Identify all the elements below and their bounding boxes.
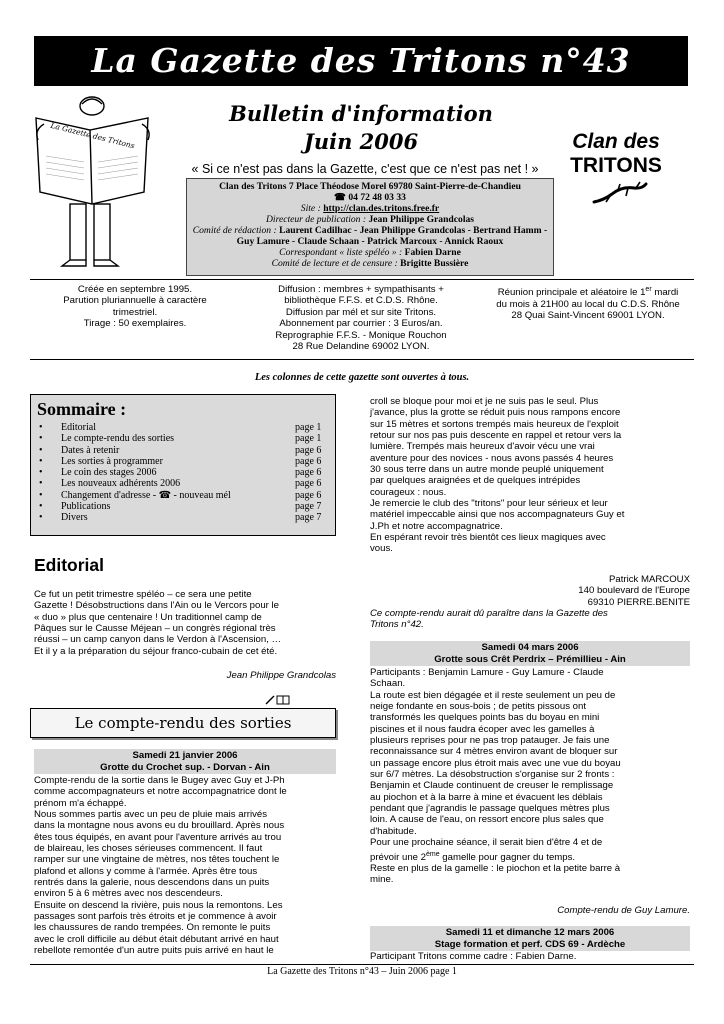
correspondent-name: Fabien Darne	[404, 247, 461, 258]
bullet-icon: •	[39, 467, 43, 479]
open-columns-note: Les colonnes de cette gazette sont ouvertes à tous.	[254, 372, 470, 383]
event1-line: passages sont parfois très étroits et je commence à avoir	[34, 911, 277, 923]
toc-label: Changement d'adresse - ☎ - nouveau mél	[61, 489, 231, 501]
toc-label: Divers	[61, 512, 88, 524]
event2-line: mine.	[370, 874, 394, 886]
toc-label: Dates à retenir	[61, 444, 120, 456]
mid-divider	[30, 359, 694, 360]
correspondent-label: Correspondant « liste spéléo » :	[279, 247, 405, 258]
event2-line: reconnaissance sur 4 mètres environ avant de bloquer sur	[370, 746, 618, 758]
info-right-line: du mois à 21H00 au local du C.D.S. Rhône	[496, 298, 680, 310]
event2-line: Schaan.	[370, 678, 406, 690]
pen-and-book-icon	[264, 694, 292, 706]
toc-row[interactable]	[37, 501, 329, 512]
continued-line: J.Ph et notre accompagnatrice.	[370, 520, 503, 532]
meeting-sup: er	[645, 286, 652, 293]
event1-line: rebellote remontée d'un autre puits puis arrivé en haut le	[34, 945, 274, 957]
event2-line: plusieurs reprises pour ne pas trop patauger. Je fais une	[370, 735, 610, 747]
toc-label: Le compte-rendu des sorties	[61, 433, 175, 445]
toc-row[interactable]	[37, 467, 329, 478]
editorial-line: Pâques sur le Causse Méjean – un congrès régional très	[34, 623, 276, 635]
toc-row[interactable]	[37, 512, 329, 523]
toc-row[interactable]	[37, 490, 329, 501]
event2-line: La route est bien dégagée et il reste seulement un peu de	[370, 689, 616, 701]
bulletin-line2: Juin 2006	[303, 129, 419, 154]
toc-row[interactable]	[37, 433, 329, 444]
note-line: Ce compte-rendu aurait dû paraître dans la Gazette des	[370, 608, 608, 619]
bullet-icon: •	[39, 501, 43, 513]
event2-line: Benjamin et Claude continuent de creuser le remplissage	[370, 780, 614, 792]
toc-row[interactable]	[37, 445, 329, 456]
editorial-signature: Jean Philippe Grandcolas	[226, 670, 336, 681]
toc-label: Publications	[61, 501, 111, 513]
section-title-outings: Le compte-rendu des sorties	[30, 708, 336, 738]
event2-line: transformés les quelques points bas du boyau en mini	[370, 712, 600, 724]
event1-line: avec le croll difficile au début était débutant arrivé en haut	[34, 933, 279, 945]
clan-logo-line2: TRITONS	[570, 154, 662, 177]
editorial-text	[34, 589, 336, 657]
newspaper-reader-illustration	[30, 96, 154, 272]
event1-line: Nous sommes partis avec un peu de pluie mais arrivés	[34, 809, 268, 821]
site-label: Site :	[300, 203, 324, 214]
info-right-line: 28 Quai Saint-Vincent 69001 LYON.	[511, 310, 665, 321]
event-date: Samedi 21 janvier 2006	[132, 750, 238, 761]
editorial-line: « duo » plus que centenaire ! Un traditionnel camp de	[34, 611, 262, 623]
meeting-text: Réunion principale et aléatoire le 1	[497, 287, 646, 299]
clan-des-tritons-logo	[566, 126, 666, 222]
event2-line: prévoir une 2	[370, 851, 426, 863]
info-column-right	[482, 284, 694, 321]
info-column-middle	[248, 284, 474, 352]
toc-page: page 6	[295, 478, 322, 490]
motto-quote: « Si ce n'est pas dans la Gazette, c'est que ce n'est pas net ! »	[191, 162, 539, 176]
reader-logo-text: La Gazette des Tritons	[49, 120, 136, 151]
continued-line: sur 15 mètres et sortons trempés mais heureux de l'exploit	[370, 418, 619, 430]
continued-line: croll se bloque pour moi et je ne suis pas le seul. Plus	[370, 396, 599, 407]
continued-line: retour sur nos pas puis descente en rappel et retour vers la	[370, 430, 622, 442]
signature-line: 69310 PIERRE.BENITE	[587, 596, 690, 608]
editorial-line: Ce fut un petit trimestre spéléo – ce sera une petite	[34, 589, 252, 600]
info-column-left	[30, 284, 240, 330]
event2-line: au piochon et à la barre à mine et évacuent les déblais	[370, 791, 603, 803]
continued-line: En espérant revoir très bientôt ces lieux magiques avec	[370, 532, 606, 544]
event1-line: plafond et allons y comme à l'armée. Après être tous	[34, 865, 258, 877]
event2-line: Participants : Benjamin Lamure - Guy Lamure - Claude	[370, 667, 604, 678]
info-middle-line: Reprographie F.F.S. - Monique Rouchon	[275, 329, 447, 341]
toc-label: Les nouveaux adhérents 2006	[61, 478, 181, 490]
event2-line: piscines et il nous faudra écoper avec les gamelles à	[370, 723, 595, 735]
event1-line: rentrés dans la galerie, nous descendons dans un puits	[34, 877, 270, 889]
clan-logo-line1: Clan des	[572, 130, 660, 153]
toc-label: Les sorties à programmer	[61, 455, 163, 467]
bullet-icon: •	[39, 512, 43, 524]
top-divider	[30, 279, 694, 280]
table-of-contents	[30, 394, 336, 536]
event-place: Stage formation et perf. CDS 69 - Ardèche	[434, 938, 626, 950]
bullet-icon: •	[39, 489, 43, 501]
toc-page: page 6	[295, 467, 322, 479]
event-place: Grotte sous Crêt Perdrix – Prémillieu - Ain	[434, 653, 626, 665]
event1-line: comme accompagnateurs et notre accompagnatrice dont le	[34, 786, 287, 798]
event-header-1	[34, 749, 336, 774]
continued-line: 30 sous terre dans un autre monde peuplé uniquement	[370, 464, 604, 476]
info-left-line: Créée en septembre 1995.	[77, 284, 193, 295]
bullet-icon: •	[39, 478, 43, 490]
event2-signature: Compte-rendu de Guy Lamure.	[557, 905, 690, 916]
editorial-title: Editorial	[34, 555, 105, 575]
club-phone: ☎ 04 72 48 03 33	[334, 192, 406, 203]
toc-page: page 7	[295, 512, 322, 524]
editorial-line: Gazette ! Désobstructions dans l'Ain ou le Vercors pour le	[34, 600, 280, 612]
event1-text	[34, 775, 336, 957]
bullet-icon: •	[39, 455, 43, 467]
event-header-3	[370, 926, 690, 951]
event1-line: êtes tous équipés, en avant pour l'aventure arrivés au trou	[34, 831, 282, 843]
continued-line: par quelques araignées et de quelques intrépides	[370, 475, 581, 487]
event2-line: neige fondante en sous-bois ; de petits pissous ont	[370, 701, 587, 713]
signature-line: 140 boulevard de l'Europe	[578, 585, 690, 597]
toc-label: Editorial	[61, 422, 96, 433]
info-middle-line: Abonnement par courrier : 3 Euros/an.	[279, 318, 443, 330]
editor-note	[370, 608, 690, 631]
toc-row[interactable]	[37, 456, 329, 467]
event1-line: Compte-rendu de la sortie dans le Bugey avec Guy et J-Ph	[34, 775, 285, 786]
continued-line: Je remercie le club des "tritons" pour leur sérieux et leur	[370, 498, 608, 510]
event2-line: loin. A cause de l'eau, on ressort encore plus sales que	[370, 814, 604, 826]
site-link[interactable]: http://clan.des.tritons.free.fr	[323, 203, 440, 214]
continued-line: courageux : nous.	[370, 486, 447, 498]
bulletin-line1: Bulletin d'information	[229, 101, 493, 126]
info-middle-line: Diffusion par mél et sur site Tritons.	[285, 306, 437, 318]
info-left-line: Parution pluriannuelle à caractère	[63, 295, 207, 307]
signature-line: Patrick MARCOUX	[608, 574, 690, 585]
continued-line: vous.	[370, 543, 393, 555]
toc-page: page 6	[295, 455, 322, 467]
bullet-icon: •	[39, 422, 43, 433]
event-place: Grotte du Crochet sup. - Dorvan - Ain	[100, 761, 270, 773]
event1-line: les chaussures de rando trempées. On remonte le puits	[34, 922, 271, 934]
event1-line: dans la montagne nous avons eu du brouillard. Après nous	[34, 820, 285, 832]
event1-line: de blaireau, les choses sérieuses commencent. Il faut	[34, 843, 263, 855]
salamander-icon	[590, 178, 650, 208]
event3-text: Participant Tritons comme cadre : Fabien Darne.	[370, 951, 577, 962]
reading-label: Comité de lecture et de censure :	[271, 258, 401, 269]
toc-row[interactable]	[37, 422, 329, 433]
reading-name: Brigitte Bussière	[400, 258, 469, 269]
continued-line: lumière. Trempés mais heureux d'avoir vécu une vrai	[370, 441, 595, 453]
event-date: Samedi 11 et dimanche 12 mars 2006	[445, 927, 615, 938]
bullet-icon: •	[39, 433, 43, 445]
masthead-title: La Gazette des Tritons n°43	[34, 36, 688, 86]
committee-line2: Guy Lamure - Claude Schaan - Patrick Marcoux - Annick Raoux	[236, 236, 504, 247]
toc-label: Le coin des stages 2006	[61, 467, 157, 479]
event1-line: ramper sur une vingtaine de mètres, nos têtes touchent le	[34, 854, 280, 866]
note-line: Tritons n°42.	[370, 619, 424, 631]
event2-line: d'habitude.	[370, 825, 417, 837]
toc-title: Sommaire :	[37, 399, 127, 419]
director-label: Directeur de publication :	[265, 214, 369, 225]
event-header-2	[370, 641, 690, 666]
publication-infobox	[186, 178, 554, 276]
bullet-icon: •	[39, 444, 43, 456]
author-signature	[370, 574, 690, 608]
director-name: Jean Philippe Grandcolas	[368, 214, 475, 225]
editorial-line: réussi – un camp canyon dans le Verdon à l'Ascension, …	[34, 634, 282, 646]
event1-line: environ 5 à 6 mètres avec nos descendeurs.	[34, 888, 223, 900]
toc-page: page 1	[295, 422, 322, 433]
event1-line: prénom m'a échappé.	[34, 797, 127, 809]
committee-line1: Laurent Cadilhac - Jean Philippe Grandcolas - Bertrand Hamm -	[279, 225, 548, 236]
editorial-line: Et il y a la préparation du séjour franco-cubain de cet été.	[34, 645, 278, 657]
info-left-line: Tirage : 50 exemplaires.	[83, 318, 187, 330]
toc-page: page 1	[295, 433, 322, 445]
event2-line: Reste en plus de la gamelle : le piochon et la petite barre à	[370, 863, 621, 875]
event2-line: Pour une prochaine séance, il serait bien d'être 4 et de	[370, 837, 603, 849]
event2-line: pendant que j'agrandis le passage quelques mètres plus	[370, 803, 610, 815]
meeting-text-end: mardi	[651, 287, 679, 299]
info-left-line: trimestriel.	[112, 306, 158, 318]
info-middle-line: bibliothèque F.F.S. et C.D.S. Rhône.	[284, 295, 438, 307]
event1-line: Ensuite on descend la rivière, puis nous la remontons. Les	[34, 899, 283, 911]
toc-row[interactable]	[37, 478, 329, 489]
continued-line: j'avance, plus la grotte se réduit puis nous rampons encore	[370, 407, 621, 419]
continued-line: aventure pour des novices - nous avons passés 4 heures	[370, 452, 614, 464]
toc-page: page 6	[295, 444, 322, 456]
event2-line: sur 6/7 mètres. La désobstruction s'organise sur 2 fronts :	[370, 769, 615, 781]
continued-line: matériel impeccable ainsi que nos accompagnateurs Guy et	[370, 509, 625, 521]
event2-sup: ème	[426, 850, 440, 858]
continued-text	[370, 396, 690, 555]
page-footer: La Gazette des Tritons n°43 – Juin 2006 page 1	[30, 964, 694, 977]
event2-line: un passage encore plus étroit mais avec une vue du boyau	[370, 757, 621, 769]
info-middle-line: Diffusion : membres + sympathisants +	[278, 284, 444, 295]
event-date: Samedi 04 mars 2006	[481, 642, 579, 653]
event2-text	[370, 667, 690, 886]
info-middle-line: 28 Rue Delandine 69002 LYON.	[292, 341, 430, 353]
club-address: Clan des Tritons 7 Place Théodose Morel 69780 Saint-Pierre-de-Chandieu	[219, 181, 521, 192]
toc-page: page 6	[295, 489, 322, 501]
toc-page: page 7	[295, 501, 322, 513]
committee-label: Comité de rédaction :	[192, 225, 280, 236]
bulletin-heading	[188, 100, 534, 156]
event2-line: gamelle pour gagner du temps.	[439, 851, 576, 863]
